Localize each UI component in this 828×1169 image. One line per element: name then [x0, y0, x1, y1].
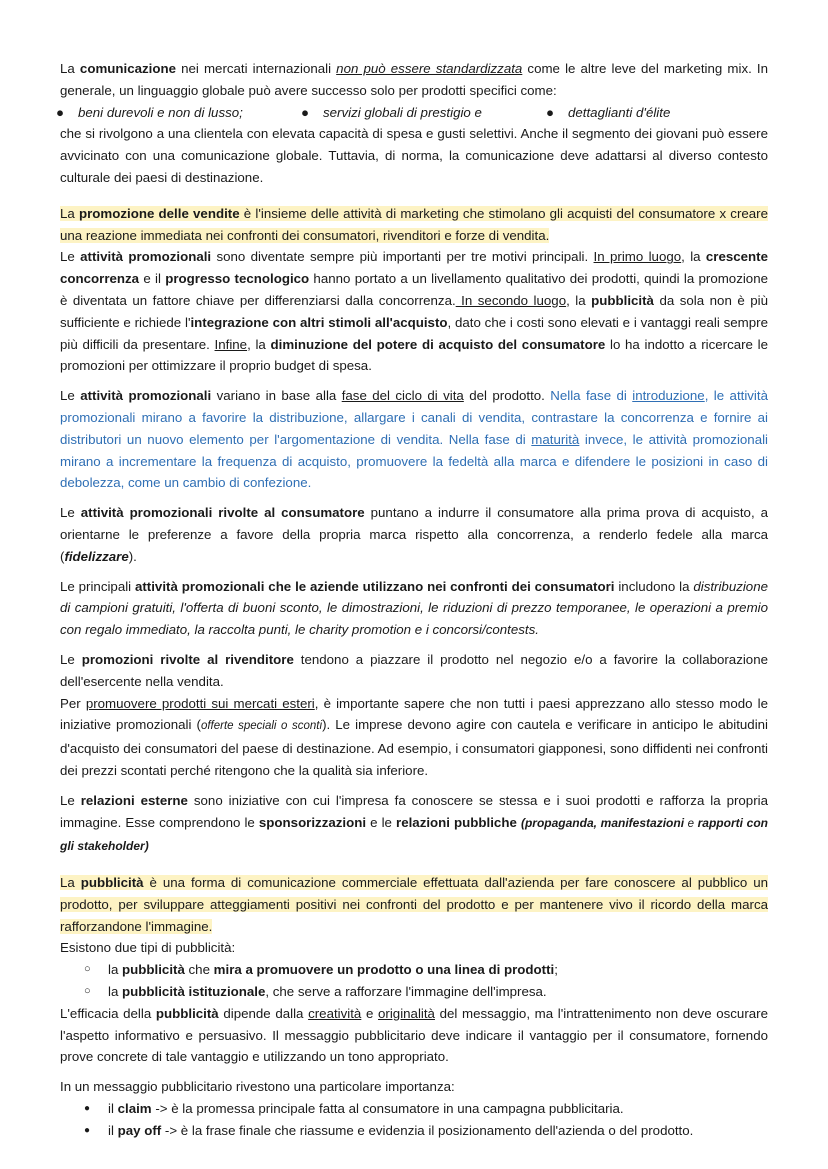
paragraph-ad-message: In un messaggio pubblicitario rivestono una particolare importanza: — [60, 1079, 455, 1095]
list-item: ● dettaglianti d'élite — [546, 104, 671, 120]
product-list — [56, 102, 768, 124]
paragraph-life-cycle: Le attività promozionali variano in base alla fase del ciclo di vita del prodotto. Nella fase di introduzione, le attività promozionali mirano a favorire la distribuzione, allargare i canali di vendita, contrastare la concorrenza e fornire ai distributori un nuovo elemento per l'argomentazione di vendita. Nella fase di maturità invece, le attività promozionali mirano a incrementare la frequenza di acquisto, promuovere la fedeltà alla marca e difendere le posizioni in caso di debolezza, come un cambio di confezione. — [60, 388, 768, 491]
list-item: ● il pay off -> è la frase finale che riassume e evidenzia il posizionamento dell'azienda o del prodotto. — [60, 1120, 768, 1142]
paragraph-ad-types: Esistono due tipi di pubblicità: — [60, 940, 236, 956]
paragraph-communication: La comunicazione nei mercati internazionali non può essere standardizzata come le altre leve del marketing mix. In generale, un linguaggio globale può avere successo solo per prodotti specifici come: — [60, 61, 768, 98]
paragraph-advertising: La pubblicità è una forma di comunicazione commerciale effettuata dall'azienda per fare conoscere al pubblico un prodotto, per sviluppare atteggiamenti positivi nei confronti del prodotto e per mantenere vivo il ricordo della marca rafforzandone l'immagine. — [60, 875, 768, 934]
list-item: ○ la pubblicità istituzionale, che serve a rafforzare l'immagine dell'impresa. — [60, 981, 768, 1003]
list-item: ● il claim -> è la promessa principale fatta al consumatore in una campagna pubblicitaria. — [60, 1098, 768, 1120]
paragraph-sales-promotion: La promozione delle vendite è l'insieme delle attività di marketing che stimolano gli acquisti del consumatore x creare una reazione immediata nei confronti dei consumatori, rivenditori e forze di vendita. — [60, 205, 768, 243]
list-item: ○ la pubblicità che mira a promuovere un prodotto o una linea di prodotti; — [60, 959, 768, 981]
paragraph-retailer-promotions: Le promozioni rivolte al rivenditore tendono a piazzare il prodotto nel negozio e/o a favorire la collaborazione dell'esercente nella vendita. — [60, 651, 768, 689]
paragraph-foreign-markets: Per promuovere prodotti sui mercati esteri, è importante sapere che non tutti i paesi apprezzano allo stesso modo le iniziative promozionali (offerte speciali o sconti). Le imprese devono agire con cautela e verificare in anticipo le abitudini d'acquisto dei consumatori del paese di destinazione. Ad esempio, i consumatori giapponesi, sono diffidenti nei confronti dei prezzi scontati perché ritengono che la qualità sia inferiore. — [60, 695, 769, 778]
paragraph-communication-cont: che si rivolgono a una clientela con elevata capacità di spesa e gusti selettivi. Anche il segmento dei giovani può essere avvicinato con una comunicazione globale. Tuttavia, di norma, la comunicazione deve adattarsi al diverso contesto culturale dei paesi di destinazione. — [60, 126, 768, 185]
ad-types-list — [60, 959, 768, 1003]
paragraph-ad-effectiveness: L'efficacia della pubblicità dipende dalla creatività e originalità del messaggio, ma l'intrattenimento non deve oscurare l'aspetto informativo e persuasivo. Il messaggio pubblicitario deve indicare il vantaggio per il consumatore, fornendo prove concrete di tale vantaggio e utilizzando un tono appropriato. — [60, 1005, 768, 1065]
list-item: ● beni durevoli e non di lusso; — [56, 104, 243, 120]
paragraph-external-relations: Le relazioni esterne sono iniziative con cui l'impresa fa conoscere se stessa e i suoi prodotti e rafforza la propria immagine. Esse comprendono le sponsorizzazioni e le relazioni pubbliche (propaganda, manifestazioni e rapporti con gli stakeholder) — [60, 792, 769, 854]
paragraph-promo-reasons: Le attività promozionali sono diventate sempre più importanti per tre motivi principali. In primo luogo, la crescente concorrenza e il progresso tecnologico hanno portato a un livellamento qualitativo dei prodotti, quindi la promozione è diventata un fattore chiave per differenziarsi dalla concorrenza. In secondo luogo, la pubblicità da sola non è più sufficiente e richiede l'integrazione con altri stimoli all'acquisto, dato che i costi sono elevati e i vantaggi reali sempre più difficili da presentare. Infine, la diminuzione del potere di acquisto del consumatore lo ha indotto a ricercare le promozioni per ottimizzare il proprio budget di spesa. — [60, 249, 769, 374]
list-item: ● servizi globali di prestigio e — [301, 104, 482, 120]
paragraph-main-activities: Le principali attività promozionali che le aziende utilizzano nei confronti dei consumatori includono la distribuzione di campioni gratuiti, l'offerta di buoni sconto, le dimostrazioni, le riduzioni di prezzo temporanee, le operazioni a premio con regalo immediato, la raccolta punti, le charity promotion e i concorsi/contests. — [60, 578, 768, 638]
ad-message-list — [60, 1098, 768, 1142]
paragraph-consumer-promotions: Le attività promozionali rivolte al consumatore puntano a indurre il consumatore alla prima prova di acquisto, a orientarne le preferenze a favore della propria marca rispetto alla concorrenza, a renderlo fedele alla marca (fidelizzare). — [60, 505, 768, 564]
